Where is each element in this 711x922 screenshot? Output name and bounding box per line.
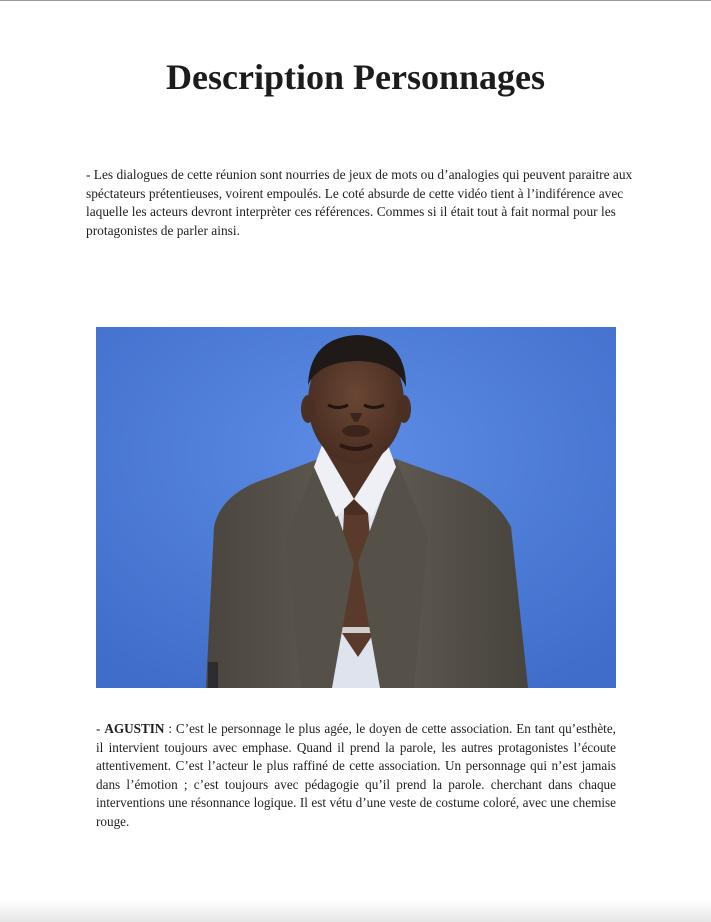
character-prefix: - <box>96 721 105 736</box>
character-photo <box>96 327 616 688</box>
character-name: AGUSTIN <box>104 721 165 736</box>
top-border <box>0 0 711 1</box>
page-bottom-edge <box>0 900 711 922</box>
character-description-text: : C’est le personnage le plus agée, le doyen de cette association. En tant qu’esthète, il intervient toujours avec emphase. Quand il prend la parole, les autres protagonistes l’écoute attentivement. C’est l’acteur le plus raffiné de cette association. Un personnage qui n’est jamais dans l’émotion ; c’est toujours avec pédagogie qu’il prend la parole. cherchant dans chaque interventions une résonnance logique. Il est vétu d’une veste de costume coloré, avec une chemise rouge. <box>96 721 616 829</box>
page-title: Description Personnages <box>166 57 545 97</box>
character-description <box>96 720 616 832</box>
intro-paragraph: - Les dialogues de cette réunion sont nourries de jeux de mots ou d’analogies qui peuvent paraitre aux spéctateurs prétentieuses, voirent empoulés. Le coté absurde de cette vidéo tient à l’indiférence avec laquelle les acteurs devront interprèter ces références. Commes si il était tout à fait normal pour les protagonistes de parler ainsi. <box>86 167 633 238</box>
